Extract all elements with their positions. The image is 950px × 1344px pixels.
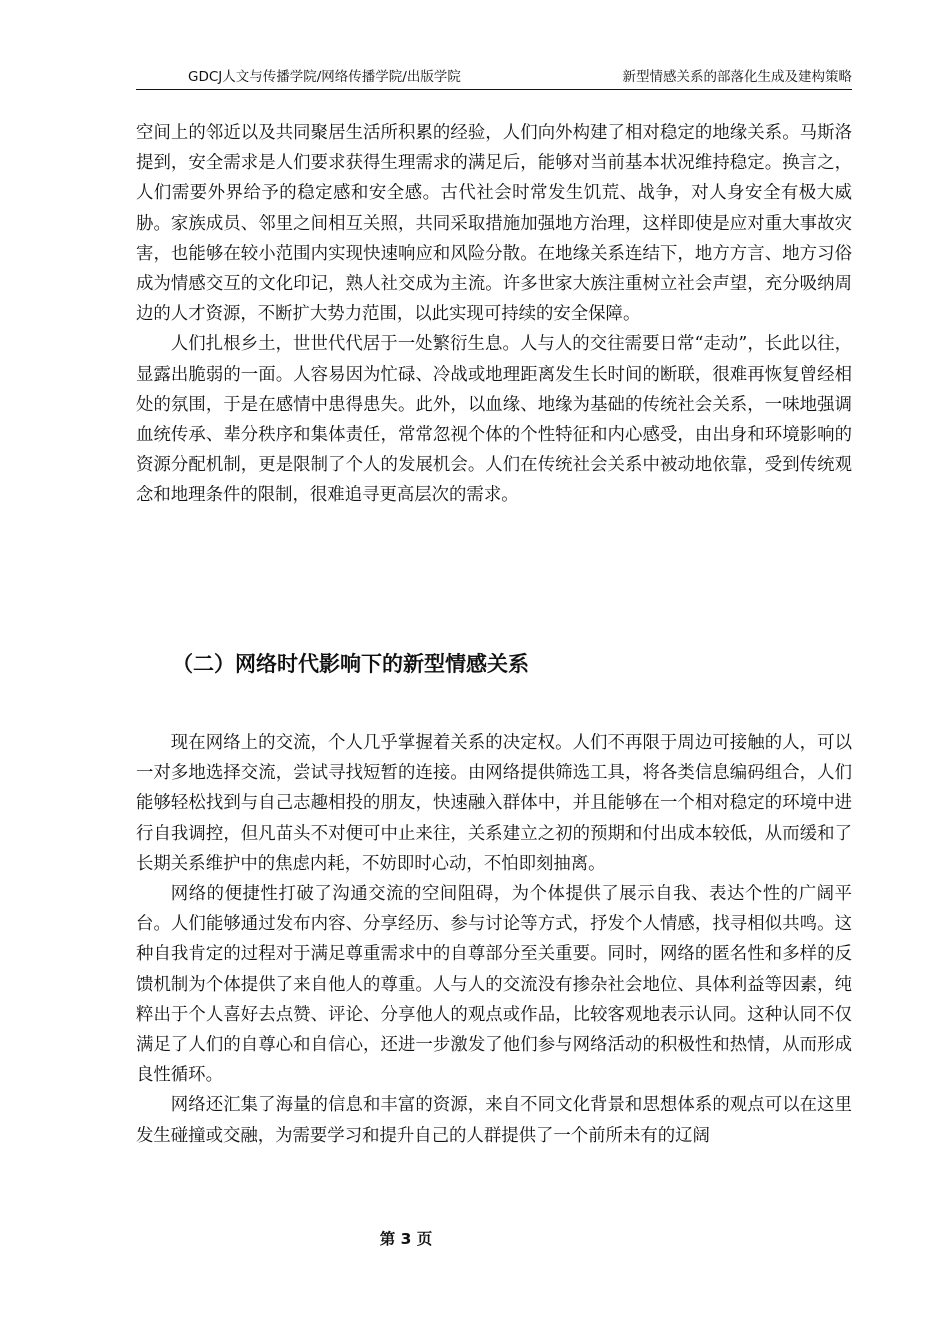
paragraph: 网络还汇集了海量的信息和丰富的资源，来自不同文化背景和思想体系的观点可以在这里发生碰撞或交融，为需要学习和提升自己的人群提供了一个前所未有的辽阔 <box>136 1095 852 1146</box>
section-heading: （二）网络时代影响下的新型情感关系 <box>172 652 529 676</box>
paragraph: 人们扎根乡土，世世代代居于一处繁衍生息。人与人的交往需要日常“走动”，长此以往，显露出脆弱的一面。人容易因为忙碌、冷战或地理距离发生长时间的断联，很难再恢复曾经相处的氛围，于是在感情中患得患失。此外，以血缘、地缘为基础的传统社会关系，一味地强调血统传承、辈分秩序和集体责任，常常忽视个体的个性特征和内心感受，由出身和环境影响的资源分配机制，更是限制了个人的发展机会。人们在传统社会关系中被动地依靠，受到传统观念和地理条件的限制，很难追寻更高层次的需求。 <box>136 334 852 506</box>
body-block-1 <box>136 118 852 511</box>
paragraph: 网络的便捷性打破了沟通交流的空间阻碍，为个体提供了展示自我、表达个性的广阔平台。人们能够通过发布内容、分享经历、参与讨论等方式，抒发个人情感，找寻相似共鸣。这种自我肯定的过程对于满足尊重需求中的自尊部分至关重要。同时，网络的匿名性和多样的反馈机制为个体提供了来自他人的尊重。人与人的交流没有掺杂社会地位、具体利益等因素，纯粹出于个人喜好去点赞、评论、分享他人的观点或作品，比较客观地表示认同。这种认同不仅满足了人们的自尊心和自信心，还进一步激发了他们参与网络活动的积极性和热情，从而形成良性循环。 <box>136 884 852 1086</box>
page-number: 第 3 页 <box>379 1230 433 1248</box>
header-paper-title: 新型情感关系的部落化生成及建构策略 <box>622 69 852 85</box>
body-block-2 <box>136 728 852 1151</box>
paragraph: 现在网络上的交流，个人几乎掌握着关系的决定权。人们不再限于周边可接触的人，可以一对多地选择交流，尝试寻找短暂的连接。由网络提供筛选工具，将各类信息编码组合，人们能够轻松找到与自己志趣相投的朋友，快速融入群体中，并且能够在一个相对稳定的环境中进行自我调控，但凡苗头不对便可中止来往，关系建立之初的预期和付出成本较低，从而缓和了长期关系维护中的焦虑内耗，不妨即时心动，不怕即刻抽离。 <box>136 733 852 874</box>
running-header <box>136 66 852 88</box>
header-divider <box>136 89 852 90</box>
paragraph-continued: 空间上的邻近以及共同聚居生活所积累的经验，人们向外构建了相对稳定的地缘关系。马斯洛提到，安全需求是人们要求获得生理需求的满足后，能够对当前基本状况维持稳定。换言之，人们需要外界给予的稳定感和安全感。古代社会时常发生饥荒、战争，对人身安全有极大威胁。家族成员、邻里之间相互关照，共同采取措施加强地方治理，这样即使是应对重大事故灾害，也能够在较小范围内实现快速响应和风险分散。在地缘关系连结下，地方方言、地方习俗成为情感交互的文化印记，熟人社交成为主流。许多世家大族注重树立社会声望，充分吸纳周边的人才资源，不断扩大势力范围，以此实现可持续的安全保障。 <box>136 123 852 325</box>
header-institution: GDCJ人文与传播学院/网络传播学院/出版学院 <box>188 69 461 85</box>
